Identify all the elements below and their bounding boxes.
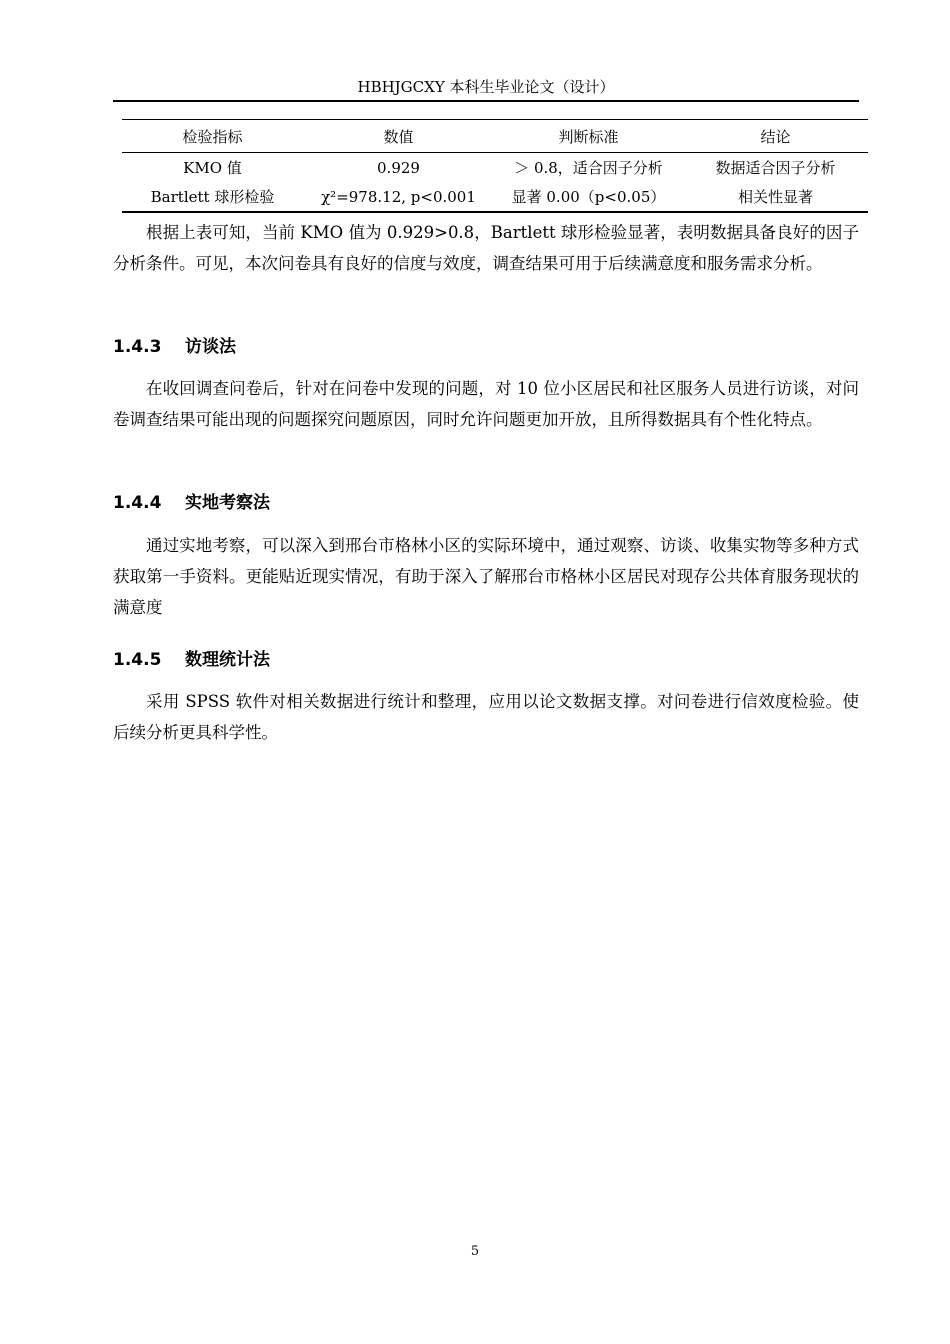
section-number: 1.4.4 xyxy=(113,493,162,513)
table-cell: χ²=978.12, p<0.001 xyxy=(321,187,476,206)
paragraph-statistics: 采用 SPSS 软件对相关数据进行统计和整理，应用以论文数据支撑。对问卷进行信效度检验。使后续分析更具科学性。 xyxy=(113,692,859,742)
page-number: 5 xyxy=(470,1244,480,1259)
section-title: 实地考察法 xyxy=(185,493,270,513)
table-row xyxy=(122,182,868,212)
paragraph-table-analysis: 根据上表可知，当前 KMO 值为 0.929>0.8，Bartlett 球形检验显著，表明数据具备良好的因子分析条件。可见，本次问卷具有良好的信度与效度，调查结果可用于后续满意度和服务需求分析。 xyxy=(113,223,859,273)
column-header: 检验指标 xyxy=(122,120,303,153)
running-header: HBHJGCXY 本科生毕业论文（设计） xyxy=(357,78,615,96)
section-number: 1.4.5 xyxy=(113,650,162,670)
table-header-row xyxy=(122,120,868,153)
table-row xyxy=(122,153,868,183)
column-header: 结论 xyxy=(683,120,868,153)
section-title: 访谈法 xyxy=(185,337,236,357)
column-header: 判断标准 xyxy=(494,120,683,153)
table-cell: 相关性显著 xyxy=(737,188,813,206)
column-header: 数值 xyxy=(303,120,494,153)
table-cell: 0.929 xyxy=(377,158,420,177)
section-heading-interview xyxy=(113,335,859,359)
paragraph-field-study: 通过实地考察，可以深入到邢台市格林小区的实际环境中，通过观察、访谈、收集实物等多种方式获取第一手资料。更能贴近现实情况，有助于深入了解邢台市格林小区居民对现存公共体育服务现状的满意度 xyxy=(113,536,859,617)
table-cell: ＞ 0.8，适合因子分析 xyxy=(514,159,663,177)
section-heading-statistics xyxy=(113,648,859,672)
table-cell: 数据适合因子分析 xyxy=(715,159,836,177)
section-number: 1.4.3 xyxy=(113,337,162,357)
kmo-bartlett-table xyxy=(122,119,868,213)
table-cell: KMO 值 xyxy=(183,159,242,177)
paragraph-interview: 在收回调查问卷后，针对在问卷中发现的问题，对 10 位小区居民和社区服务人员进行访谈，对问卷调查结果可能出现的问题探究问题原因，同时允许问题更加开放，且所得数据具有个性化特点。 xyxy=(113,379,859,429)
header-rule xyxy=(113,100,859,102)
table-cell: Bartlett 球形检验 xyxy=(150,188,275,206)
section-heading-field-study xyxy=(113,491,859,515)
table-cell: 显著 0.00（p<0.05） xyxy=(511,188,666,206)
section-title: 数理统计法 xyxy=(185,650,270,670)
